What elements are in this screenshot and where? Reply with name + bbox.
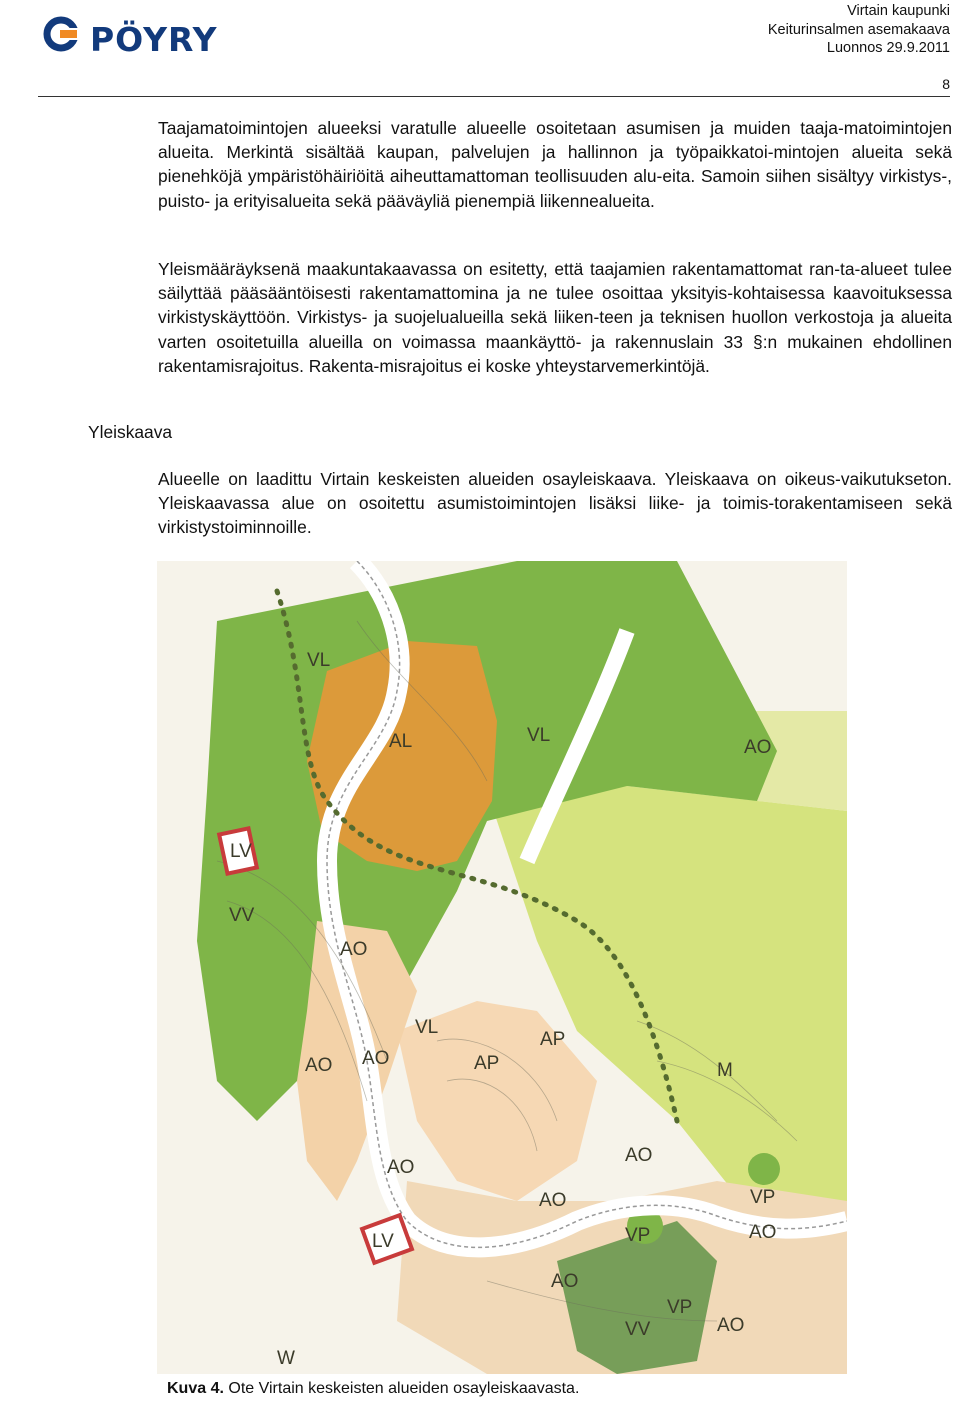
map-label-al: AL	[389, 731, 413, 752]
logo-text: PÖYRY	[90, 20, 218, 59]
document-header	[768, 2, 950, 58]
map-label-ao-4: AO	[387, 1157, 415, 1178]
paragraph-yleismaarays: Yleismääräyksenä maakuntakaavassa on esitetty, että taajamien rakentamattomat ran-ta-alueet tulee säilyttää pääsääntöisesti rakentamattomina ja ne tulee osoittaa yksityis-kohtaisessa kaavoituksessa virkistyskäyttöön. Virkistys- ja suojelualueilla sekä liiken-teen ja teknisen huollon verkostoja ja alueita varten osoitetuilla alueilla on voimassa maankäyttö- ja rakennuslain 33 §:n mukainen ehdollinen rakentamisrajoitus. Rakenta-misrajoitus ei koske yhteystarvemerkintöjä.	[158, 259, 952, 376]
map-label-ao-5: AO	[625, 1145, 653, 1166]
page-number: 8	[942, 76, 950, 92]
map-label-vl-3: VL	[415, 1017, 439, 1038]
map-label-lv: LV	[230, 841, 252, 862]
map-label-m: M	[717, 1060, 733, 1081]
poyry-logo-icon	[38, 15, 84, 53]
side-heading-yleiskaava: Yleiskaava	[88, 422, 173, 442]
map-label-vp-2: VP	[625, 1225, 651, 1246]
map-label-ap-2: AP	[540, 1029, 566, 1050]
map-label-vv-2: VV	[625, 1319, 651, 1340]
map-label-ao-6: AO	[539, 1190, 567, 1211]
map-label-ao-3: AO	[305, 1055, 333, 1076]
map-label-vp-3: VP	[667, 1297, 693, 1318]
figure-caption	[167, 1380, 579, 1398]
header-line-date: Luonnos 29.9.2011	[826, 40, 950, 56]
caption-text: Ote Virtain keskeisten alueiden osayleiskaavasta.	[223, 1380, 580, 1397]
paragraph-yleiskaava: Alueelle on laadittu Virtain keskeisten alueiden osayleiskaava. Yleiskaava on oikeus-vaikutukseton. Yleiskaavassa alue on osoitettu asumistoimintojen lisäksi liike- ja toimis-torakentamiseen sekä virkistystoiminnoille.	[158, 469, 952, 538]
header-line-city: Virtain kaupunki	[847, 3, 950, 19]
map-label-w: W	[277, 1348, 295, 1369]
zone-vp-circle-2	[748, 1153, 780, 1185]
map-label-ao-top: AO	[744, 737, 772, 758]
caption-label: Kuva 4.	[167, 1380, 224, 1397]
map-label-ao-2: AO	[362, 1048, 390, 1069]
map-label-vv: VV	[229, 905, 255, 926]
header-line-plan: Keiturinsalmen asemakaava	[767, 21, 950, 38]
master-plan-map	[157, 561, 847, 1374]
map-label-ao-8: AO	[551, 1271, 579, 1292]
map-label-ao-1: AO	[340, 939, 368, 960]
map-label-vl: VL	[307, 650, 331, 671]
map-label-lv-2: LV	[372, 1231, 394, 1252]
header-divider	[38, 96, 950, 97]
map-label-vl-2: VL	[527, 725, 551, 746]
map-image	[157, 561, 847, 1374]
paragraph-taajama: Taajamatoimintojen alueeksi varatulle alueelle osoitetaan asumisen ja muiden taaja-matoimintojen alueita. Merkintä sisältää kaupan, palvelujen ja hallinnon ja työpaikkatoi-mintojen alueita sekä pienehköjä ympäristöhäiriöitä aiheuttamattoman teollisuuden alu-eita. Samoin siihen sisältyy virkistys-, puisto- ja erityisalueita sekä pääväyliä pienempiä liikennealueita.	[158, 118, 952, 211]
map-label-ao-7: AO	[749, 1222, 777, 1243]
map-label-vp: VP	[750, 1187, 776, 1208]
map-label-ap: AP	[474, 1053, 500, 1074]
map-label-ao-9: AO	[717, 1315, 745, 1336]
logo	[38, 5, 252, 65]
